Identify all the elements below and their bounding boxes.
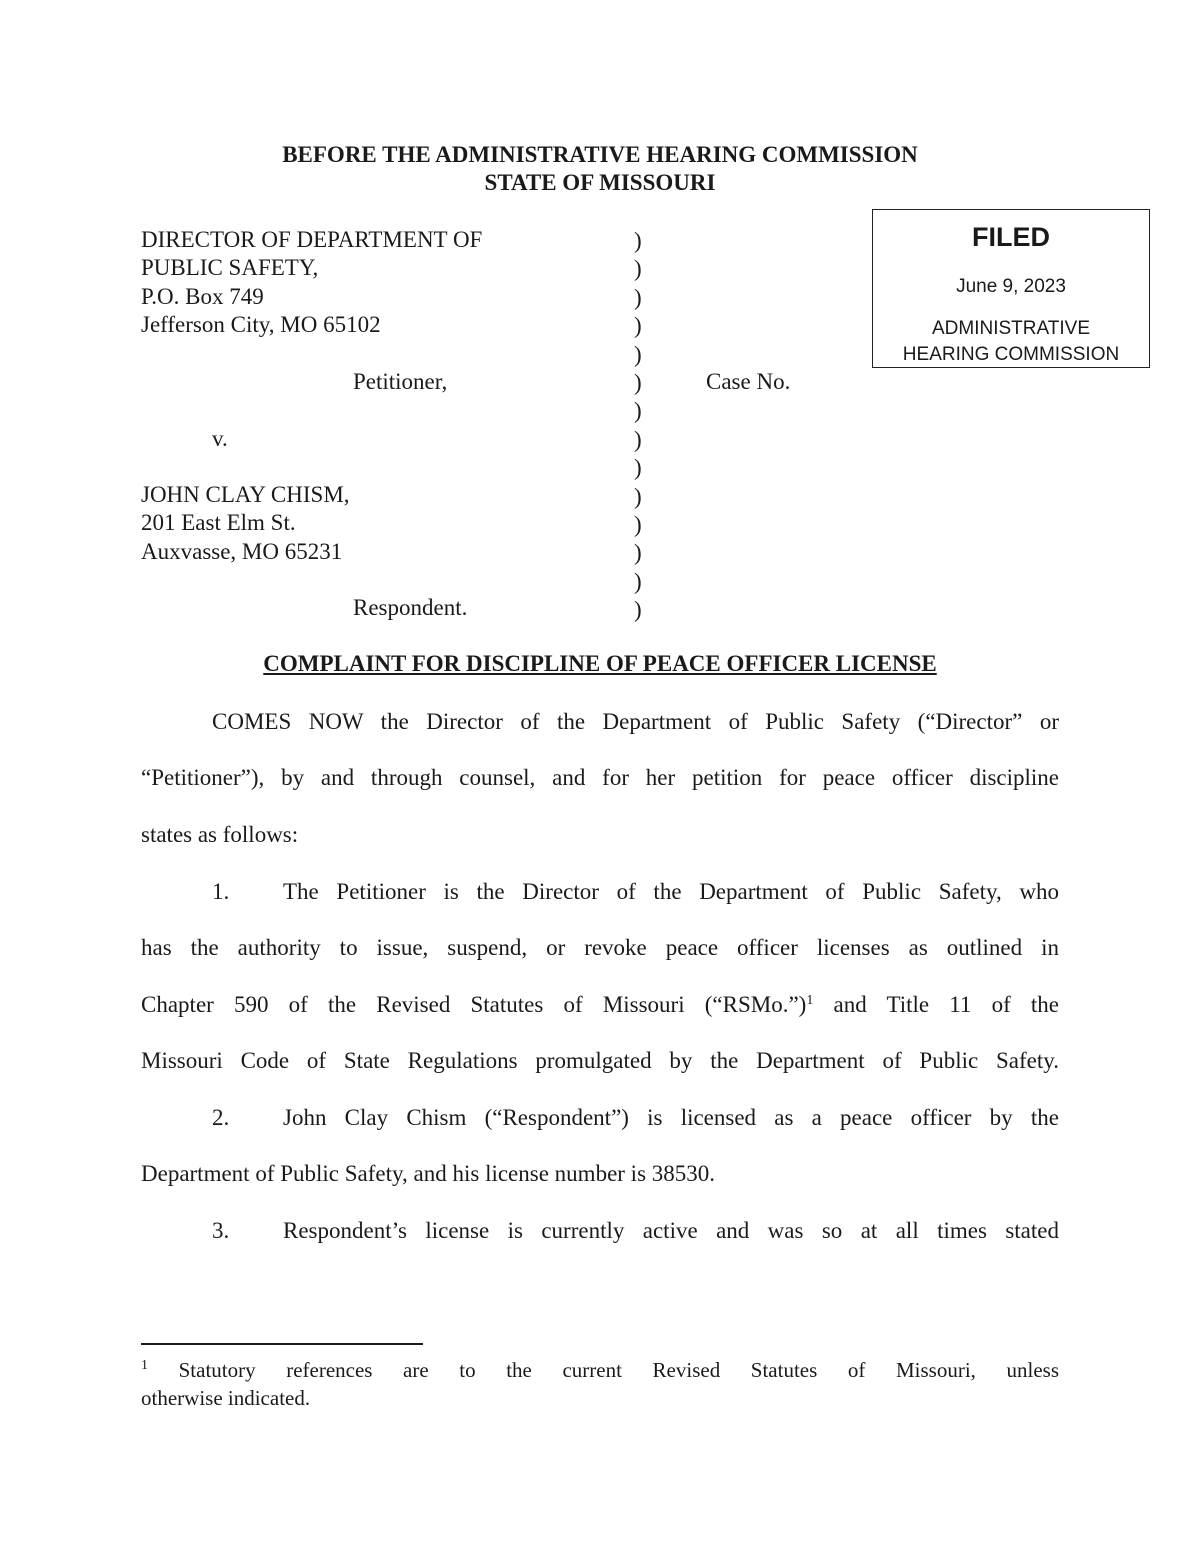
paragraph-number: 1.	[212, 879, 230, 904]
paragraph-2-line2: Department of Public Safety, and his license number is 38530.	[141, 1161, 716, 1186]
footnote-reference[interactable]: 1	[806, 993, 814, 1008]
respondent-address-line1: 201 East Elm St.	[141, 510, 296, 535]
filed-label: FILED	[972, 222, 1050, 252]
court-heading-line2: STATE OF MISSOURI	[484, 170, 716, 195]
filed-stamp	[872, 209, 1150, 368]
petitioner-address-line1: P.O. Box 749	[141, 284, 264, 309]
caption-paren: )	[634, 483, 642, 509]
court-heading-line1: BEFORE THE ADMINISTRATIVE HEARING COMMISSION	[282, 142, 918, 167]
caption-paren: )	[634, 426, 642, 452]
caption-paren: )	[634, 512, 642, 538]
case-number-label: Case No.	[706, 369, 791, 394]
caption-paren: )	[634, 455, 642, 481]
caption-divider	[634, 227, 642, 625]
caption-paren: )	[634, 256, 642, 282]
paragraph-number: 2.	[212, 1105, 230, 1130]
intro-line2: “Petitioner”), by and through counsel, and for her petition for peace officer discipline	[141, 765, 1059, 790]
caption-paren: )	[634, 370, 642, 396]
paragraph-1-line3-text: Chapter 590 of the Revised Statutes of Missouri (“RSMo.”)	[141, 992, 807, 1017]
footnote-line1	[141, 1358, 1059, 1383]
petitioner-name-line2: PUBLIC SAFETY,	[141, 255, 319, 280]
filed-agency-line1: ADMINISTRATIVE	[932, 318, 1090, 339]
caption-paren: )	[634, 313, 642, 339]
footnote-marker: 1	[141, 1358, 148, 1373]
respondent-address-line2: Auxvasse, MO 65231	[141, 539, 343, 564]
paragraph-3-line1: Respondent’s license is currently active and was so at all times stated	[283, 1218, 1059, 1243]
filed-agency	[873, 316, 1149, 368]
caption-paren: )	[634, 540, 642, 566]
intro-line1: COMES NOW the Director of the Department of Public Safety (“Director” or	[212, 709, 1059, 734]
paragraph-1-line2: has the authority to issue, suspend, or revoke peace officer licenses as outlined in	[141, 935, 1059, 960]
filed-agency-line2: HEARING COMMISSION	[902, 344, 1120, 365]
paragraph-2-line1: John Clay Chism (“Respondent”) is licensed as a peace officer by the	[283, 1105, 1059, 1130]
petitioner-address-line2: Jefferson City, MO 65102	[141, 312, 381, 337]
paragraph-1-line3-tail: and Title 11 of the	[813, 992, 1059, 1017]
paragraph-number: 3.	[212, 1218, 230, 1243]
intro-line3: states as follows:	[141, 822, 299, 847]
versus: v.	[212, 426, 228, 451]
footnote-text: Statutory references are to the current Revised Statutes of Missouri, unless	[178, 1358, 1060, 1382]
respondent-role: Respondent.	[353, 595, 468, 620]
footnote-line2: otherwise indicated.	[141, 1386, 311, 1410]
petitioner-name-line1: DIRECTOR OF DEPARTMENT OF	[141, 227, 483, 252]
caption-paren: )	[634, 228, 642, 253]
caption-paren: )	[634, 568, 642, 594]
paragraph-1-line4: Missouri Code of State Regulations promulgated by the Department of Public Safety.	[141, 1048, 1059, 1073]
filed-date: June 9, 2023	[956, 276, 1066, 297]
caption-paren: )	[634, 597, 642, 623]
paragraph-1-line1: The Petitioner is the Director of the Department of Public Safety, who	[283, 879, 1059, 904]
caption-paren: )	[634, 341, 642, 367]
respondent-name: JOHN CLAY CHISM,	[141, 482, 350, 507]
document-title: COMPLAINT FOR DISCIPLINE OF PEACE OFFICER LICENSE	[263, 651, 937, 676]
petitioner-role: Petitioner,	[353, 369, 448, 394]
caption-paren: )	[634, 284, 642, 310]
paragraph-1-line3	[141, 992, 1059, 1018]
footnote-separator	[141, 1343, 423, 1345]
caption-paren: )	[634, 398, 642, 424]
